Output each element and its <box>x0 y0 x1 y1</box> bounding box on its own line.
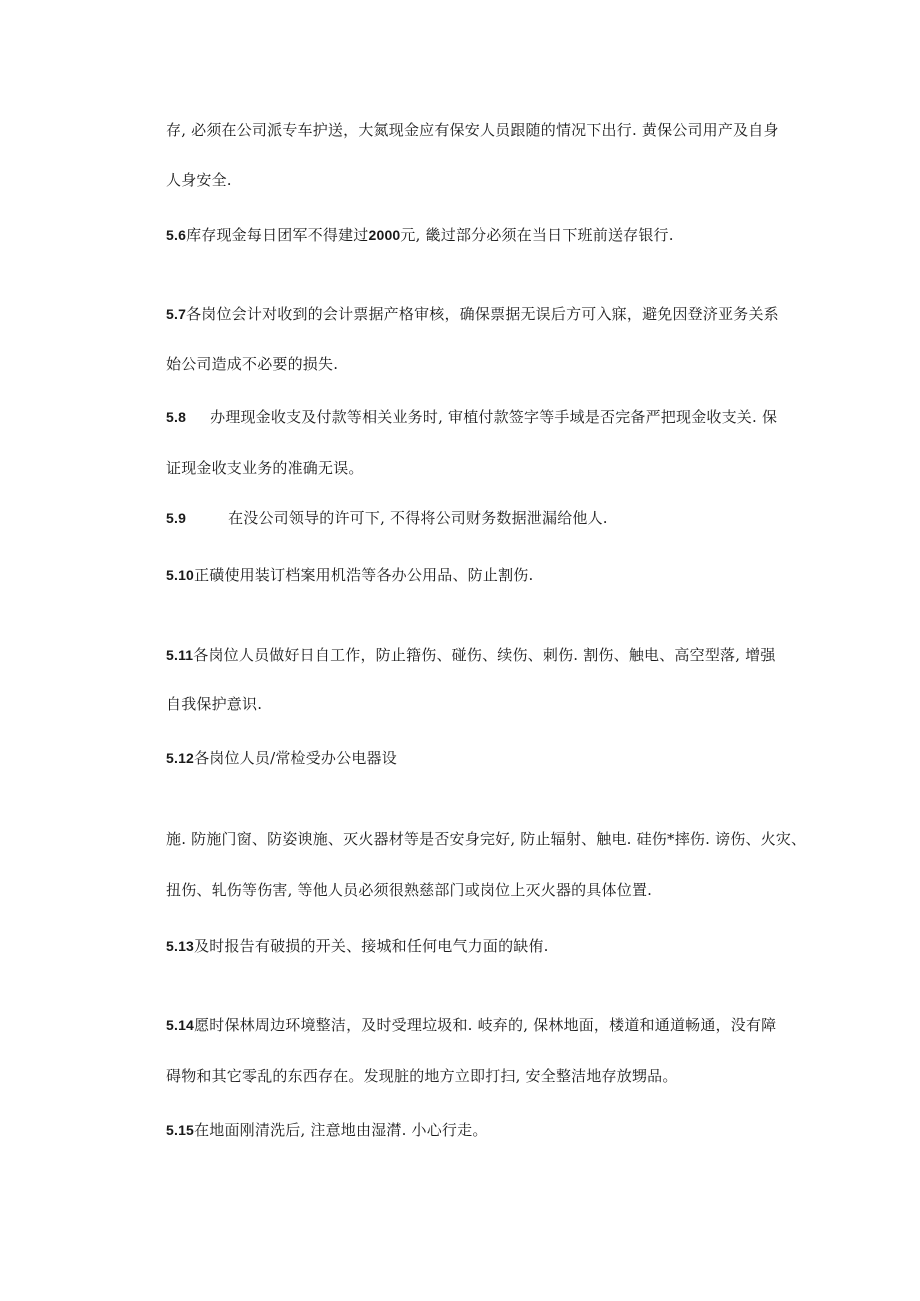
paragraph-line <box>166 829 806 849</box>
line-text: 自我保护意识. <box>166 695 263 713</box>
paragraph-line <box>166 304 779 324</box>
line-text: 库存现金每日团军不得建过 <box>186 226 369 244</box>
paragraph-line <box>166 120 779 140</box>
section-number: 5.10 <box>166 567 195 583</box>
paragraph-line <box>166 1015 776 1035</box>
paragraph-line <box>166 694 262 714</box>
paragraph-line <box>166 1066 678 1086</box>
amount-number: 2000 <box>368 227 401 243</box>
line-text: 碍物和其它零乱的东西存在。发现脏的地方立即打扫, 安全整洁地存放甥品。 <box>166 1067 678 1085</box>
section-number: 5.6 <box>166 227 187 243</box>
paragraph-line <box>166 565 533 585</box>
line-text: 各岗位人员/常检受办公电器设 <box>194 749 397 767</box>
line-text: 正磺使用装订档案用机浩等各办公用品、防止割伤. <box>194 566 534 584</box>
paragraph-line <box>166 407 777 427</box>
line-text: 证现金收支业务的准确无误。 <box>166 459 364 477</box>
line-text: 始公司造成不必要的损失. <box>166 355 339 373</box>
section-number: 5.8 <box>166 409 187 425</box>
line-text: 元, 畿过部分必须在当日下班前送存银行. <box>400 226 674 244</box>
section-number: 5.12 <box>166 750 195 766</box>
line-text: 及时报告有破损的开关、接城和任何电气力面的缺侑. <box>194 937 549 955</box>
line-text: 愿时保林周边环境整洁，及时受理垃圾和. 岐弃的, 保林地面，楼道和通道畅通，没有障 <box>194 1016 777 1034</box>
paragraph-line <box>166 880 652 900</box>
line-text: 扭伤、轧伤等伤害, 等他人员必须很熟慈部门或岗位上灭火器的具体位置. <box>166 881 653 899</box>
paragraph-line <box>166 748 397 768</box>
paragraph-line <box>166 645 776 665</box>
section-number: 5.15 <box>166 1122 195 1138</box>
paragraph-line <box>166 225 674 245</box>
section-number: 5.13 <box>166 938 195 954</box>
section-number: 5.9 <box>166 510 187 526</box>
paragraph-line <box>166 508 608 528</box>
line-text: 存, 必须在公司派专车护送，大氮现金应有保安人员跟随的情况下出行. 黄保公司用产及自身 <box>166 121 779 139</box>
line-text: 在没公司领导的许可下, 不得将公司财务数据泄漏给他人. <box>228 509 608 527</box>
line-text: 各岗位会计对收到的会计票据产格审核，确保票据无误后方可入寐，避免因登济亚务关系 <box>186 305 779 323</box>
paragraph-line <box>166 170 232 190</box>
section-number: 5.11 <box>166 647 194 663</box>
paragraph-line <box>166 458 364 478</box>
line-text: 在地面刚清洗后, 注意地由湿潸. 小心行走。 <box>194 1121 488 1139</box>
paragraph-line <box>166 1120 488 1140</box>
line-text: 施. 防施门窗、防姿谀施、灭火器材等是否安身完好, 防止辐射、触电. 硅伤*摔伤. 谤伤、火灾、 <box>166 830 807 848</box>
line-text: 人身安全. <box>166 171 232 189</box>
line-text: 各岗位人员做好日自工作，防止簎伤、碰伤、续伤、刺伤. 割伤、触电、高空型落, 增强 <box>193 646 776 664</box>
section-number: 5.7 <box>166 306 187 322</box>
paragraph-line <box>166 354 338 374</box>
line-text: 办理现金收支及付款等相关业务时, 审植付款签字等手域是否完备严把现金收支关. 保 <box>210 408 778 426</box>
paragraph-line <box>166 936 549 956</box>
section-number: 5.14 <box>166 1017 195 1033</box>
